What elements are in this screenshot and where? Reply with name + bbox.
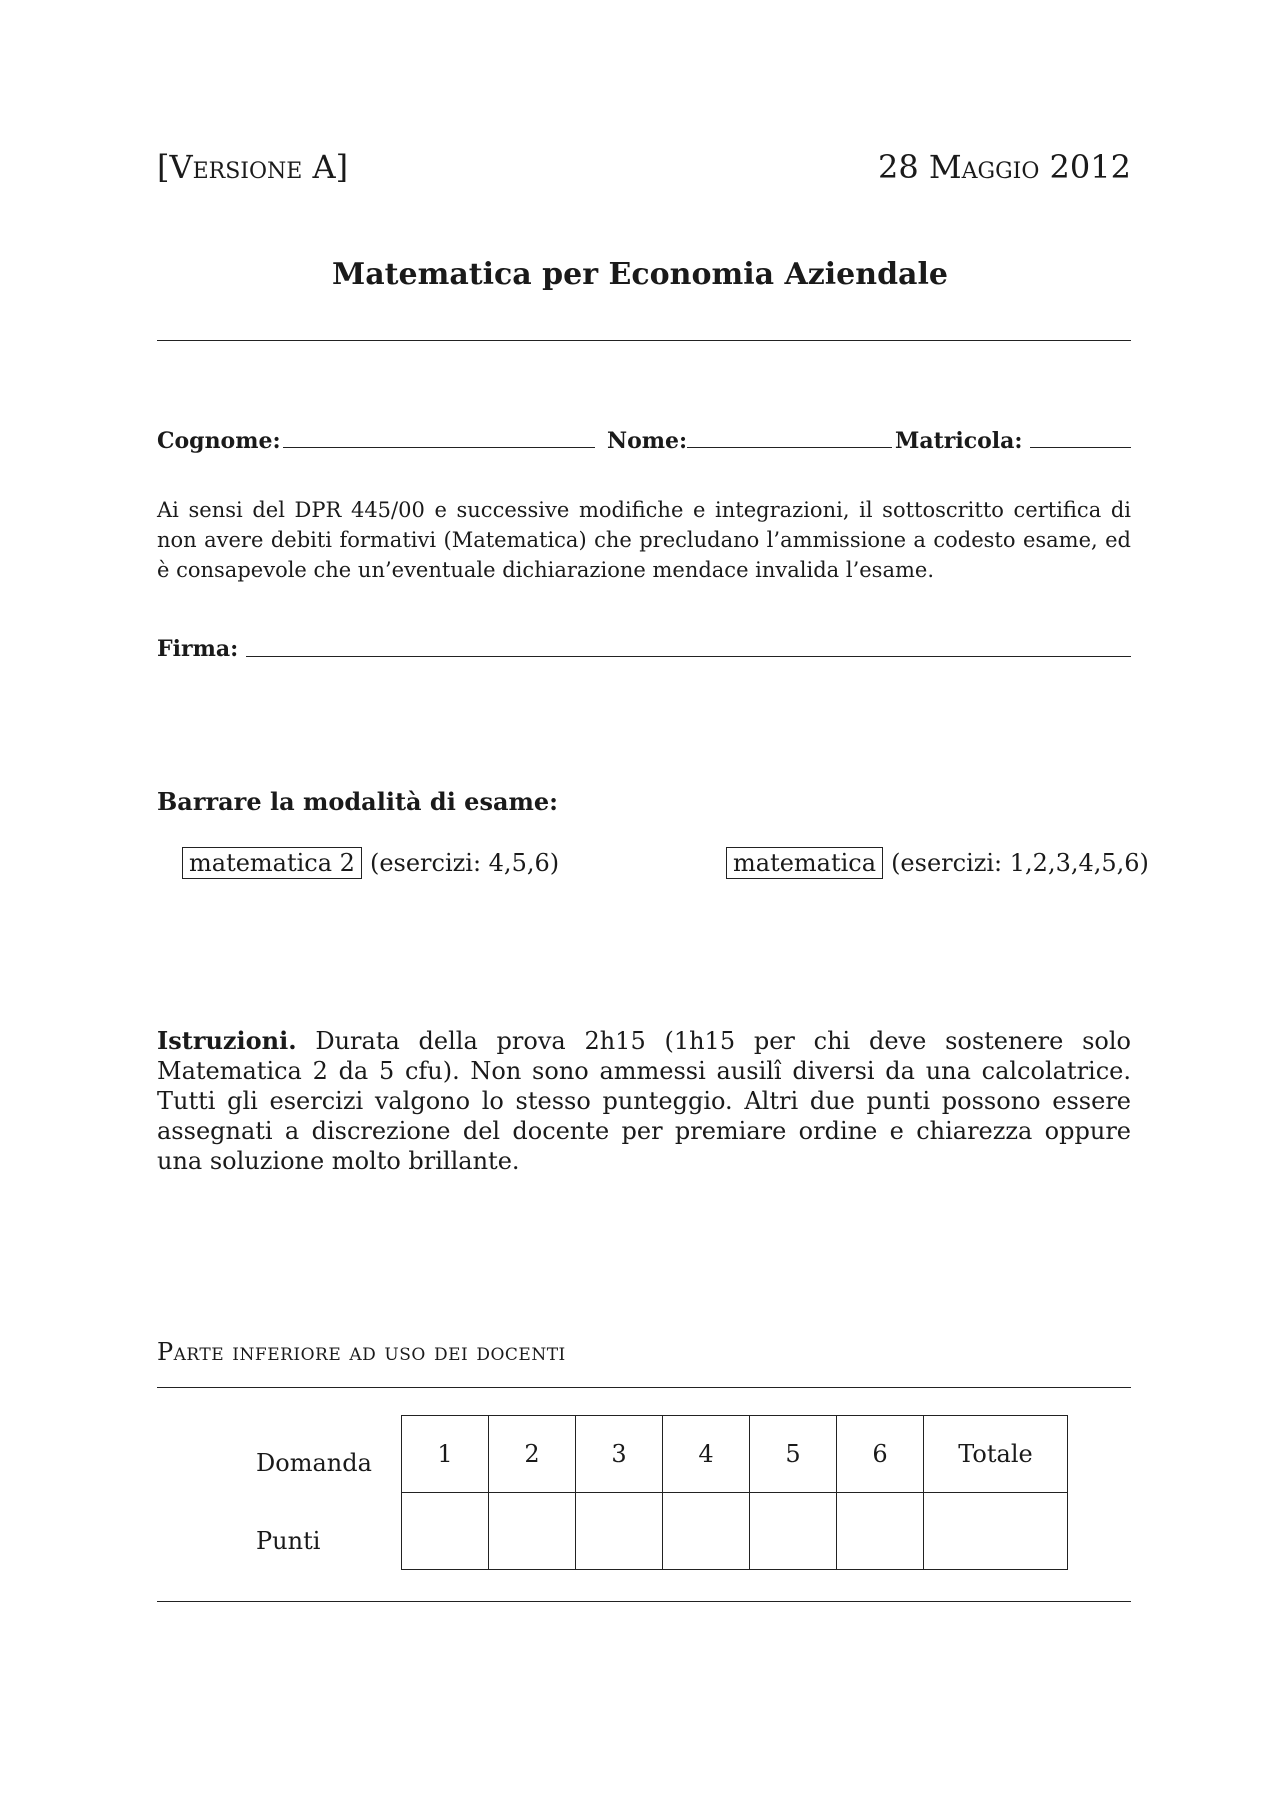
mode-text-math2: (esercizi: 4,5,6) — [369, 849, 560, 877]
mode-option-math[interactable] — [726, 847, 1149, 879]
cognome-field[interactable] — [283, 447, 595, 448]
question-header-totale: Totale — [924, 1416, 1068, 1493]
question-header-5: 5 — [750, 1416, 837, 1493]
score-cell-6[interactable] — [837, 1493, 924, 1570]
question-header-1: 1 — [402, 1416, 489, 1493]
score-cell-5[interactable] — [750, 1493, 837, 1570]
score-cell-2[interactable] — [489, 1493, 576, 1570]
matricola-label: Matricola: — [895, 428, 1023, 454]
instructions — [157, 1026, 1131, 1176]
firma-field[interactable] — [246, 656, 1131, 657]
question-header-4: 4 — [663, 1416, 750, 1493]
page-title: Matematica per Economia Aziendale — [332, 257, 948, 292]
score-cell-1[interactable] — [402, 1493, 489, 1570]
cognome-label: Cognome: — [157, 428, 281, 454]
score-cell-totale[interactable] — [924, 1493, 1068, 1570]
row-label-punti: Punti — [256, 1527, 321, 1555]
mode-text-math: (esercizi: 1,2,3,4,5,6) — [891, 849, 1149, 877]
nome-field[interactable] — [687, 447, 892, 448]
mode-box-math[interactable]: matematica — [726, 847, 883, 879]
exam-version: [Versione A] — [157, 148, 349, 186]
teacher-section-heading: Parte inferiore ad uso dei docenti — [157, 1338, 566, 1366]
firma-label: Firma: — [157, 636, 239, 662]
score-cell-3[interactable] — [576, 1493, 663, 1570]
question-header-2: 2 — [489, 1416, 576, 1493]
nome-label: Nome: — [607, 428, 688, 454]
row-label-domanda: Domanda — [256, 1449, 372, 1477]
matricola-field[interactable] — [1030, 447, 1131, 448]
instructions-label: Istruzioni. — [157, 1026, 297, 1055]
table-row-punti — [402, 1493, 1068, 1570]
title-divider — [157, 340, 1131, 341]
instructions-text: Durata della prova 2h15 (1h15 per chi deve sostenere solo Matematica 2 da 5 cfu). Non sono ammessi ausilî diversi da una calcolatrice. Tutti gli esercizi valgono lo stesso punteggio. Altri due punti possono essere assegnati a discrezione del docente per premiare ordine e chiarezza oppure una soluzione molto brillante. — [157, 1027, 1131, 1175]
mode-box-math2[interactable]: matematica 2 — [182, 847, 362, 879]
mode-option-math2[interactable] — [182, 847, 559, 879]
question-header-3: 3 — [576, 1416, 663, 1493]
exam-date: 28 Maggio 2012 — [877, 148, 1131, 186]
question-header-6: 6 — [837, 1416, 924, 1493]
declaration-text: Ai sensi del DPR 445/00 e successive modifiche e integrazioni, il sottoscritto certifica di non avere debiti formativi (Matematica) che precludano l’ammissione a codesto esame, ed è consapevole che un’eventuale dichiarazione mendace invalida l’esame. — [157, 498, 1131, 582]
score-cell-4[interactable] — [663, 1493, 750, 1570]
teacher-section-bottom-rule — [157, 1601, 1131, 1602]
mode-heading: Barrare la modalità di esame: — [157, 787, 559, 816]
table-row-domanda — [402, 1416, 1068, 1493]
teacher-section-top-rule — [157, 1387, 1131, 1388]
score-table — [401, 1415, 1068, 1570]
